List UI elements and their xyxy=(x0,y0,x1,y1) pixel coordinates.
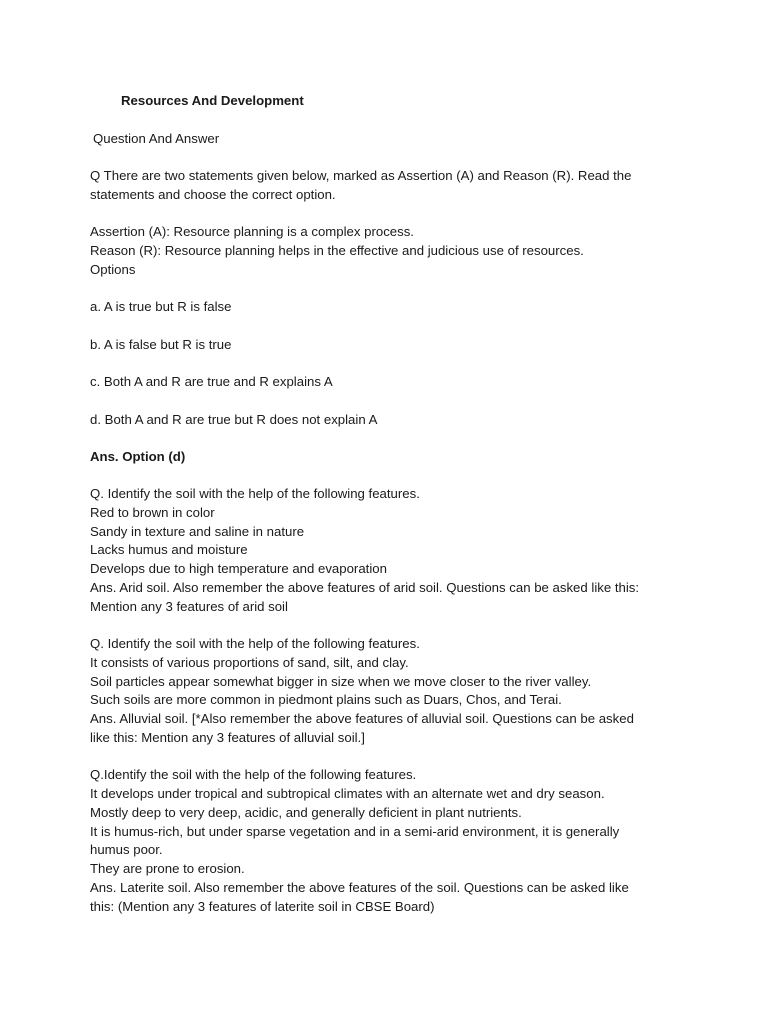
feature-line: It is humus-rich, but under sparse vegetation and in a semi-arid environment, it is generally xyxy=(90,824,620,839)
question-line: Q. Identify the soil with the help of the following features. xyxy=(90,636,420,651)
feature-line: Sandy in texture and saline in nature xyxy=(90,524,305,539)
answer-line: like this: Mention any 3 features of alluvial soil.] xyxy=(90,730,365,745)
feature-line: They are prone to erosion. xyxy=(90,861,245,876)
feature-line: It develops under tropical and subtropical climates with an alternate wet and dry season. xyxy=(90,786,605,801)
feature-line: Develops due to high temperature and evaporation xyxy=(90,561,387,576)
feature-line: Such soils are more common in piedmont plains such as Duars, Chos, and Terai. xyxy=(90,692,562,707)
question-line: Q. Identify the soil with the help of the following features. xyxy=(90,486,420,501)
answer-line: this: (Mention any 3 features of laterite soil in CBSE Board) xyxy=(90,899,435,914)
question-text-line: Q There are two statements given below, marked as Assertion (A) and Reason (R). Read the xyxy=(90,168,632,183)
question-text-line: statements and choose the correct option. xyxy=(90,187,336,202)
feature-line: Mostly deep to very deep, acidic, and generally deficient in plant nutrients. xyxy=(90,805,522,820)
answer-line: Ans. Arid soil. Also remember the above features of arid soil. Questions can be asked like this: xyxy=(90,580,640,595)
feature-line: humus poor. xyxy=(90,842,163,857)
option-c: c. Both A and R are true and R explains A xyxy=(90,374,333,389)
answer-line: Mention any 3 features of arid soil xyxy=(90,599,288,614)
feature-line: Lacks humus and moisture xyxy=(90,542,248,557)
answer-line: Ans. Laterite soil. Also remember the above features of the soil. Questions can be asked like xyxy=(90,880,629,895)
options-label: Options xyxy=(90,262,136,277)
document-title: Resources And Development xyxy=(121,93,304,108)
answer-text: Ans. Option (d) xyxy=(90,449,186,464)
feature-line: Soil particles appear somewhat bigger in size when we move closer to the river valley. xyxy=(90,674,592,689)
option-d: d. Both A and R are true but R does not explain A xyxy=(90,412,378,427)
feature-line: Red to brown in color xyxy=(90,505,215,520)
reason-text: Reason (R): Resource planning helps in the effective and judicious use of resources. xyxy=(90,243,584,258)
document-subtitle: Question And Answer xyxy=(93,131,220,146)
assertion-text: Assertion (A): Resource planning is a complex process. xyxy=(90,224,414,239)
question-line: Q.Identify the soil with the help of the following features. xyxy=(90,767,417,782)
option-a: a. A is true but R is false xyxy=(90,299,232,314)
option-b: b. A is false but R is true xyxy=(90,337,232,352)
answer-line: Ans. Alluvial soil. [*Also remember the above features of alluvial soil. Questions can be asked xyxy=(90,711,634,726)
feature-line: It consists of various proportions of sand, silt, and clay. xyxy=(90,655,409,670)
